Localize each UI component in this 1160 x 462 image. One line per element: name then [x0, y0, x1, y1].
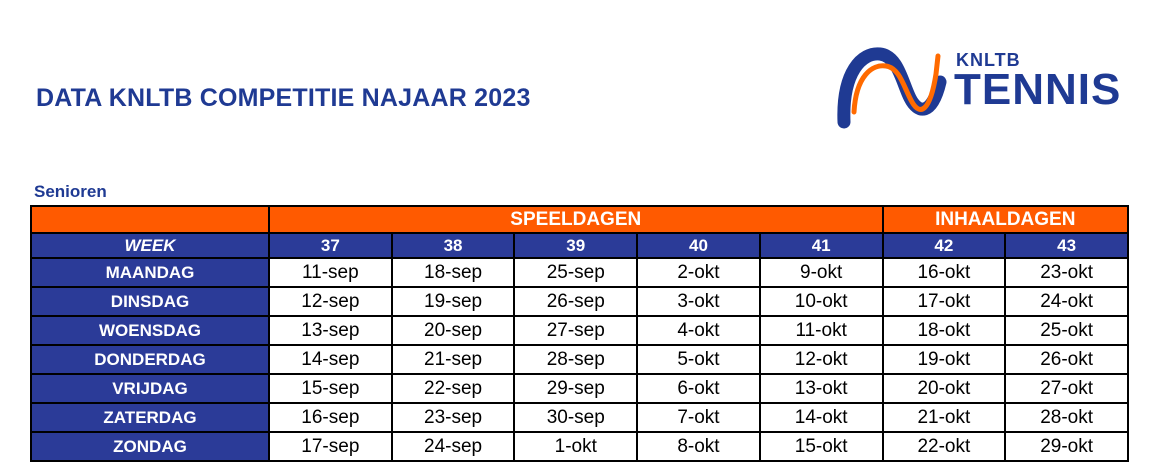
- table-row: [31, 316, 1128, 345]
- date-cell: 9-okt: [760, 258, 883, 287]
- week-number: 43: [1005, 233, 1128, 258]
- date-cell: 19-sep: [392, 287, 515, 316]
- week-number: 37: [269, 233, 392, 258]
- week-label: WEEK: [31, 233, 269, 258]
- date-cell: 18-sep: [392, 258, 515, 287]
- week-number: 38: [392, 233, 515, 258]
- group-speeldagen: SPEELDAGEN: [269, 206, 883, 233]
- date-cell: 21-sep: [392, 345, 515, 374]
- logo-small-text: KNLTB: [956, 50, 1021, 70]
- date-cell: 1-okt: [514, 432, 637, 461]
- date-cell: 27-sep: [514, 316, 637, 345]
- day-name: WOENSDAG: [31, 316, 269, 345]
- date-cell: 22-okt: [883, 432, 1006, 461]
- date-cell: 4-okt: [637, 316, 760, 345]
- knltb-tennis-logo: [832, 42, 1132, 132]
- date-cell: 6-okt: [637, 374, 760, 403]
- date-cell: 14-okt: [760, 403, 883, 432]
- day-name: ZATERDAG: [31, 403, 269, 432]
- day-name: DONDERDAG: [31, 345, 269, 374]
- date-cell: 13-okt: [760, 374, 883, 403]
- schedule-table: [30, 205, 1129, 462]
- date-cell: 11-okt: [760, 316, 883, 345]
- logo-big-text: TENNIS: [954, 65, 1122, 114]
- week-number: 40: [637, 233, 760, 258]
- table-row: [31, 403, 1128, 432]
- date-cell: 20-sep: [392, 316, 515, 345]
- table-row: [31, 374, 1128, 403]
- date-cell: 26-okt: [1005, 345, 1128, 374]
- week-number: 41: [760, 233, 883, 258]
- date-cell: 28-okt: [1005, 403, 1128, 432]
- date-cell: 8-okt: [637, 432, 760, 461]
- table-row: [31, 287, 1128, 316]
- date-cell: 22-sep: [392, 374, 515, 403]
- date-cell: 12-okt: [760, 345, 883, 374]
- date-cell: 23-sep: [392, 403, 515, 432]
- table-row: [31, 432, 1128, 461]
- date-cell: 20-okt: [883, 374, 1006, 403]
- date-cell: 10-okt: [760, 287, 883, 316]
- day-name: ZONDAG: [31, 432, 269, 461]
- date-cell: 19-okt: [883, 345, 1006, 374]
- date-cell: 24-okt: [1005, 287, 1128, 316]
- date-cell: 14-sep: [269, 345, 392, 374]
- date-cell: 12-sep: [269, 287, 392, 316]
- date-cell: 13-sep: [269, 316, 392, 345]
- date-cell: 18-okt: [883, 316, 1006, 345]
- date-cell: 5-okt: [637, 345, 760, 374]
- date-cell: 2-okt: [637, 258, 760, 287]
- date-cell: 27-okt: [1005, 374, 1128, 403]
- day-name: VRIJDAG: [31, 374, 269, 403]
- group-header-empty: [31, 206, 269, 233]
- date-cell: 3-okt: [637, 287, 760, 316]
- date-cell: 16-okt: [883, 258, 1006, 287]
- date-cell: 17-okt: [883, 287, 1006, 316]
- date-cell: 23-okt: [1005, 258, 1128, 287]
- date-cell: 28-sep: [514, 345, 637, 374]
- date-cell: 24-sep: [392, 432, 515, 461]
- date-cell: 7-okt: [637, 403, 760, 432]
- date-cell: 25-okt: [1005, 316, 1128, 345]
- date-cell: 21-okt: [883, 403, 1006, 432]
- date-cell: 15-sep: [269, 374, 392, 403]
- document-title: DATA KNLTB COMPETITIE NAJAAR 2023: [36, 84, 531, 112]
- date-cell: 29-sep: [514, 374, 637, 403]
- date-cell: 29-okt: [1005, 432, 1128, 461]
- group-header-row: [31, 206, 1128, 233]
- group-inhaaldagen: INHAALDAGEN: [883, 206, 1128, 233]
- table-row: [31, 345, 1128, 374]
- day-name: DINSDAG: [31, 287, 269, 316]
- section-label: Senioren: [34, 182, 107, 201]
- date-cell: 15-okt: [760, 432, 883, 461]
- date-cell: 30-sep: [514, 403, 637, 432]
- date-cell: 16-sep: [269, 403, 392, 432]
- day-name: MAANDAG: [31, 258, 269, 287]
- week-number: 42: [883, 233, 1006, 258]
- week-header-row: [31, 233, 1128, 258]
- tennis-swoosh-icon: [832, 42, 952, 132]
- date-cell: 17-sep: [269, 432, 392, 461]
- date-cell: 11-sep: [269, 258, 392, 287]
- week-number: 39: [514, 233, 637, 258]
- date-cell: 26-sep: [514, 287, 637, 316]
- table-row: [31, 258, 1128, 287]
- date-cell: 25-sep: [514, 258, 637, 287]
